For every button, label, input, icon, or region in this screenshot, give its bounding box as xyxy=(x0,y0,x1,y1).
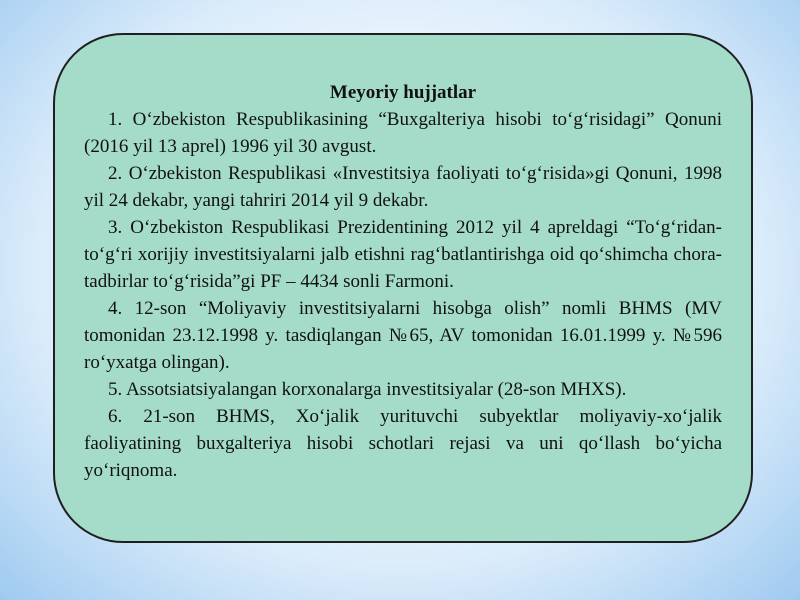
content-card xyxy=(53,33,753,543)
list-item: 1. O‘zbekiston Respublikasining “Buxgalteriya hisobi to‘g‘risidagi” Qonuni (2016 yil 13 aprel) 1996 yil 30 avgust. xyxy=(84,109,722,157)
list-item: 2. O‘zbekiston Respublikasi «Investitsiya faoliyati to‘g‘risida»gi Qonuni, 1998 yil 24 dekabr, yangi tahriri 2014 yil 9 dekabr. xyxy=(84,163,722,211)
list-item: 6. 21-son BHMS, Xo‘jalik yurituvchi subyektlar moliyaviy-xo‘jalik faoliyatining buxgalteriya hisobi schotlari rejasi va uni qo‘llash bo‘yicha yo‘riqnoma. xyxy=(84,406,722,481)
list-item: 4. 12-son “Moliyaviy investitsiyalarni hisobga olish” nomli BHMS (MV tomonidan 23.12.1998 y. tasdiqlangan №65, AV tomonidan 16.01.1999 y. №596 ro‘yxatga olingan). xyxy=(84,298,722,373)
list-item: 3. O‘zbekiston Respublikasi Prezidentining 2012 yil 4 apreldagi “To‘g‘ridan-to‘g‘ri xorijiy investitsiyalarni jalb etishni rag‘batlantirishga oid qo‘shimcha chora-tadbirlar to‘g‘risida”gi PF – 4434 sonli Farmoni. xyxy=(84,217,722,292)
list-item: 5. Assotsiatsiyalangan korxonalarga investitsiyalar (28-son MHXS). xyxy=(108,379,627,400)
document-title: Meyoriy hujjatlar xyxy=(329,82,477,103)
